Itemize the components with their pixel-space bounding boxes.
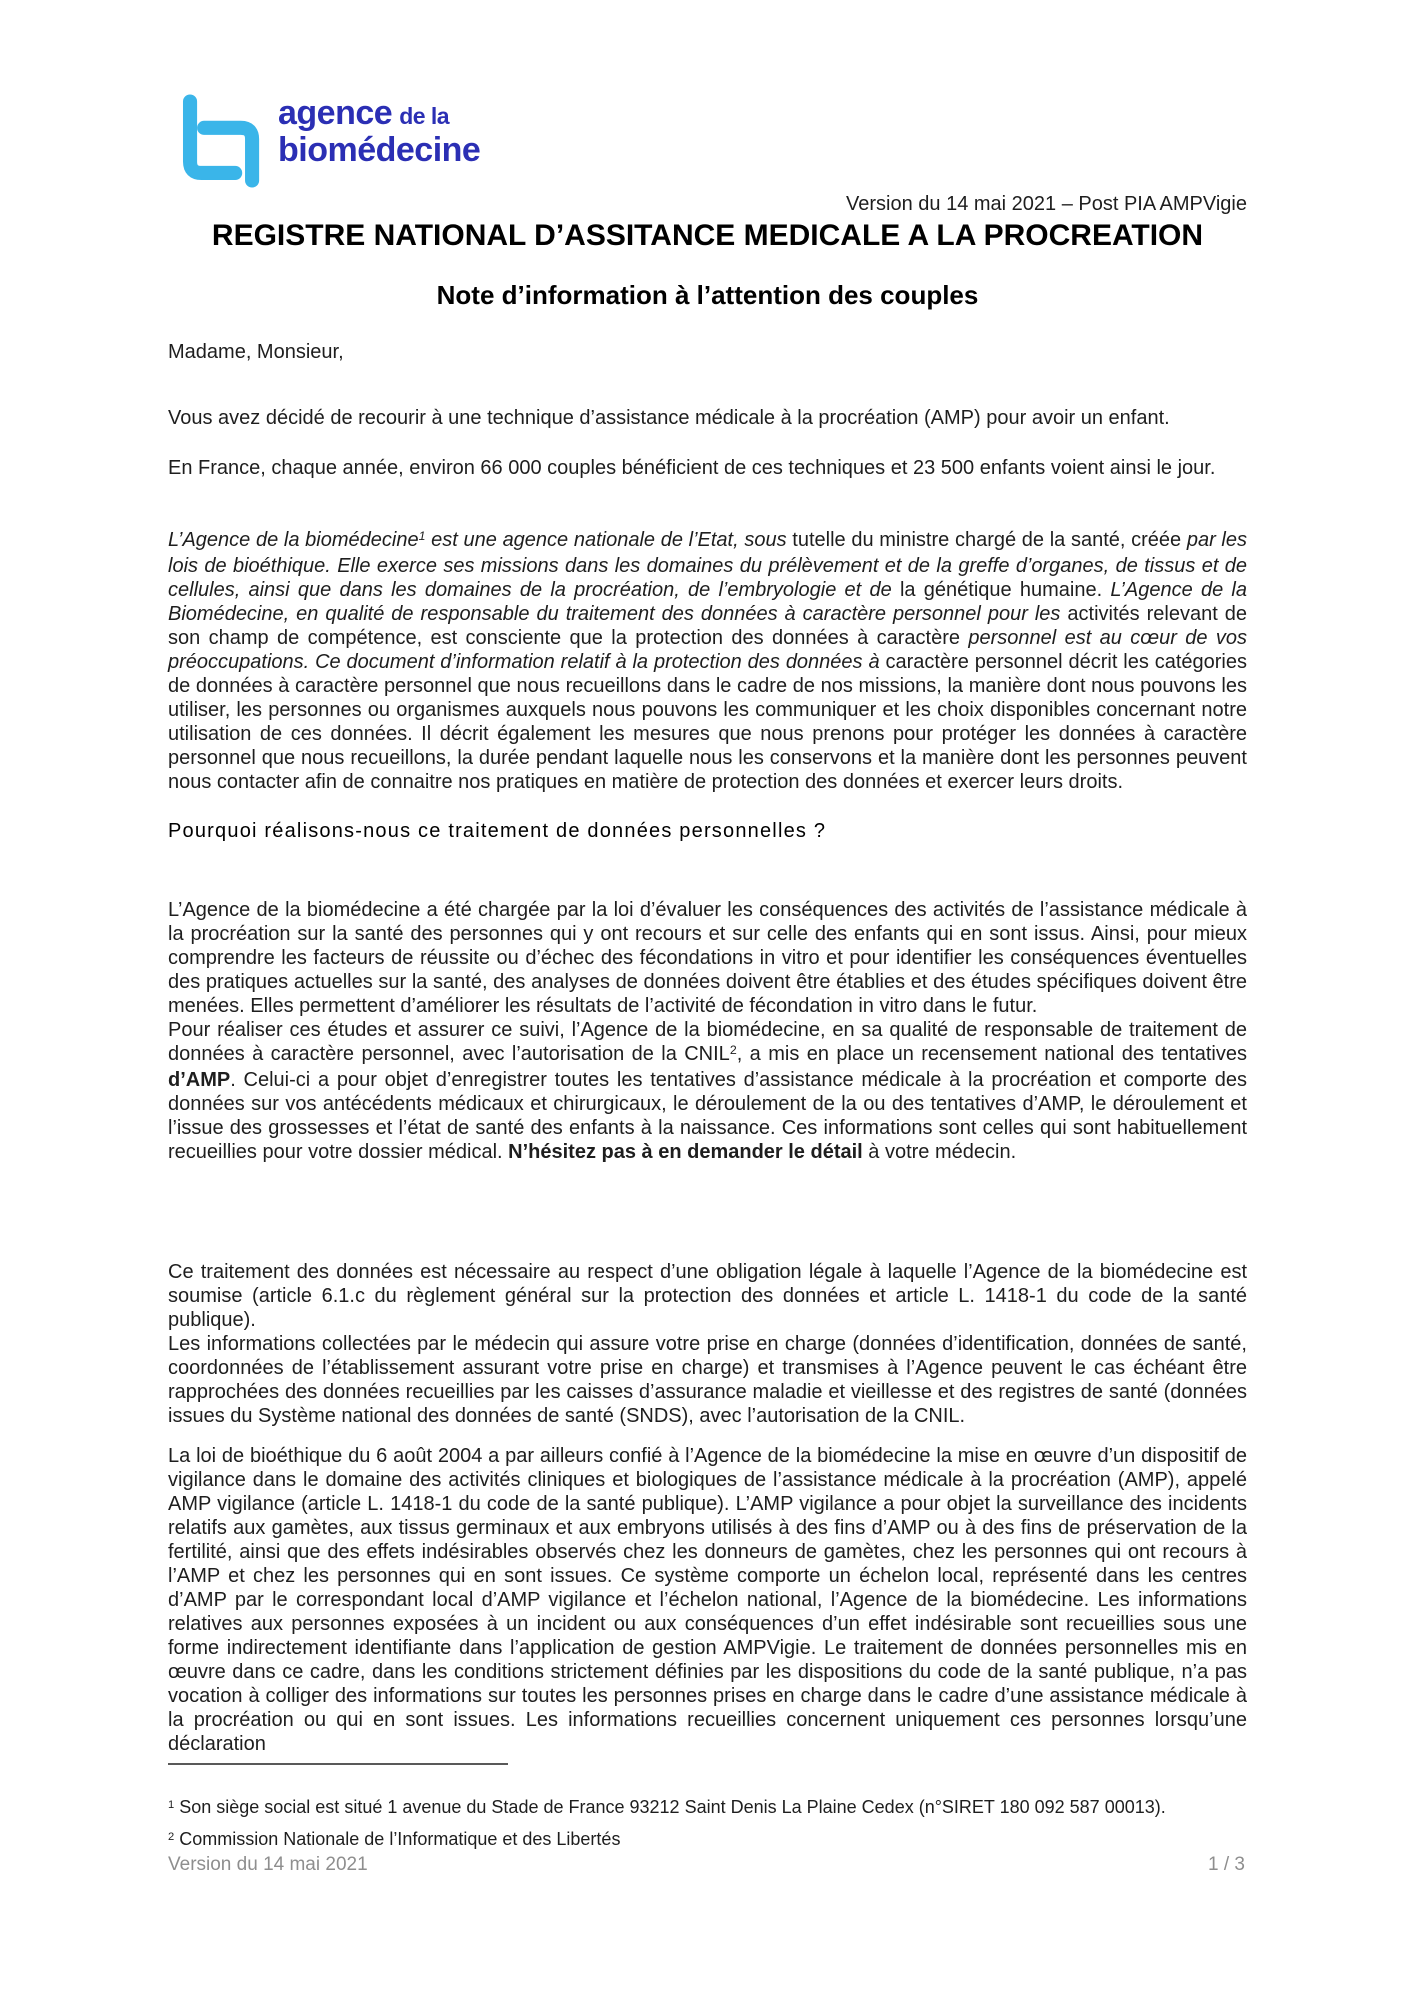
page-subtitle: Note d’information à l’attention des couples — [436, 280, 979, 310]
paragraph-decision-amp: Vous avez décidé de recourir à une technique d’assistance médicale à la procréation (AMP) pour avoir un enfant. — [168, 407, 1170, 429]
page-title: REGISTRE NATIONAL D’ASSITANCE MEDICALE A LA PROCREATION — [211, 219, 1204, 252]
salutation: Madame, Monsieur, — [168, 341, 344, 363]
section-heading-pourquoi: Pourquoi réalisons-nous ce traitement de données personnelles ? — [168, 820, 827, 842]
logo-word-agence: agence — [278, 94, 393, 132]
logo-text-line1 — [278, 96, 480, 130]
footer-page-number: 1 / 3 — [1208, 1854, 1245, 1875]
paragraph-presentation-agence: L’Agence de la biomédecine$^1$ est une agence nationale de l’Etat, sous tutelle du ministre chargé de la santé, créée par les lois de bioéthique. Elle exerce ses missions dans les domaines du prélèvement et de la greffe d’organes, de tissus et de cellules, ainsi que dans les domaines de la procréation, de l’embryologie et de la génétique humaine. L’Agence de la Biomédecine, en qualité de responsable du traitement des données à caractère personnel pour les activités relevant de son champ de compétence, est consciente que la protection des données à caractère personnel est au cœur de vos préoccupations. Ce document d’information relatif à la protection des données à caractère personnel décrit les catégories de données à caractère personnel que nous recueillons dans le cadre de nos missions, la manière dont nous pouvons les utiliser, les personnes ou organismes auxquels nous pouvons les communiquer et les choix disponibles concernant notre utilisation de ces données. Il décrit également les mesures que nous prenons pour protéger les données à caractère personnel que nous recueillons, la durée pendant laquelle nous les conservons et la manière dont les personnes peuvent nous contacter afin de connaitre nos pratiques en matière de protection des données et exercer leurs droits. — [168, 529, 1248, 793]
paragraph-obligation-legale: Ce traitement des données est nécessaire au respect d’une obligation légale à laquelle l’Agence de la biomédecine est soumise (article 6.1.c du règlement général sur la protection des données et article L. 1418-1 du code de la santé publique). Les informations collectées par le médecin qui assure votre prise en charge (données d’identification, données de santé, coordonnées de l’établissement assurant votre prise en charge) et transmises à l’Agence peuvent le cas échéant être rapprochées des données recueillies par les caisses d’assurance maladie et vieillesse et des registres de santé (données issues du Système national des données de santé (SNDS), avec l’autorisation de la CNIL. — [168, 1261, 1247, 1427]
paragraph-amp-vigilance: La loi de bioéthique du 6 août 2004 a par ailleurs confié à l’Agence de la biomédecine la mise en œuvre d’un dispositif de vigilance dans le domaine des activités cliniques et biologiques de l’assistance médicale à la procréation (AMP), appelé AMP vigilance (article L. 1418-1 du code de la santé publique). L’AMP vigilance a pour objet la surveillance des incidents relatifs aux gamètes, aux tissus germinaux et aux embryons utilisés à des fins d’AMP ou à des fins de préservation de la fertilité, ainsi que des effets indésirables observés chez les donneurs de gamètes, chez les personnes qui ont recours à l’AMP et chez les personnes qui en sont issues. Ce système comporte un échelon local, représenté dans les centres d’AMP par le correspondant local d’AMP vigilance et l’échelon national, l’Agence de la biomédecine. Les informations relatives aux personnes exposées à un incident ou aux conséquences d’un effet indésirable sont recueillies sous une forme indirectement identifiante dans l’application de gestion AMPVigie. Le traitement de données personnelles mis en œuvre dans ce cadre, dans les conditions strictement définies par les dispositions du code de la santé publique, n’a pas vocation à colliger des informations sur toutes les personnes prises en charge dans le cadre d’une assistance médicale à la procréation ou qui en sont issues. Les informations recueillies concernent uniquement ces personnes lorsqu’une déclaration — [168, 1445, 1247, 1755]
version-line: Version du 14 mai 2021 – Post PIA AMPVigie — [846, 193, 1247, 215]
footnote-cnil: $^2$ Commission Nationale de l’Informatique et des Libertés — [168, 1829, 621, 1849]
footnote-separator — [168, 1763, 508, 1765]
footnote-siege-social: $^1$ Son siège social est situé 1 avenue du Stade de France 93212 Saint Denis La Plaine Cedex (n°SIRET 180 092 587 00013). — [168, 1797, 1166, 1817]
paragraph-evaluation-etudes: L’Agence de la biomédecine a été chargée par la loi d’évaluer les conséquences des activités de l’assistance médicale à la procréation sur la santé des personnes qui y ont recours et sur celle des enfants qui en sont issus. Ainsi, pour mieux comprendre les facteurs de réussite ou d’échec des fécondations in vitro et pour identifier les conséquences éventuelles des pratiques actuelles sur la santé, des analyses de données doivent être établies et des études spécifiques doivent être menées. Elles permettent d’améliorer les résultats de l’activité de fécondation in vitro dans le futur. Pour réaliser ces études et assurer ce suivi, l’Agence de la biomédecine, en sa qualité de responsable de traitement de données à caractère personnel, avec l’autorisation de la CNIL$^2$, a mis en place un recensement national des tentatives d’AMP. Celui-ci a pour objet d’enregistrer toutes les tentatives d’assistance médicale à la procréation et comporte des données sur vos antécédents médicaux et chirurgicaux, le déroulement de la ou des tentatives d’AMP, le déroulement et l’issue des grossesses et l’état de santé des enfants à la naissance. Ces informations sont celles qui sont habituellement recueillies pour votre dossier médical. N’hésitez pas à en demander le détail à votre médecin. — [168, 899, 1248, 1163]
logo-word-de-la: de la — [399, 103, 450, 129]
agence-biomedecine-logo — [180, 94, 480, 188]
logo-mark-icon — [180, 94, 264, 188]
paragraph-statistiques-france: En France, chaque année, environ 66 000 couples bénéficient de ces techniques et 23 500 enfants voient ainsi le jour. — [168, 457, 1216, 479]
logo-text — [278, 96, 480, 167]
footer-version: Version du 14 mai 2021 — [168, 1854, 368, 1875]
logo-word-biomedecine: biomédecine — [278, 131, 481, 169]
